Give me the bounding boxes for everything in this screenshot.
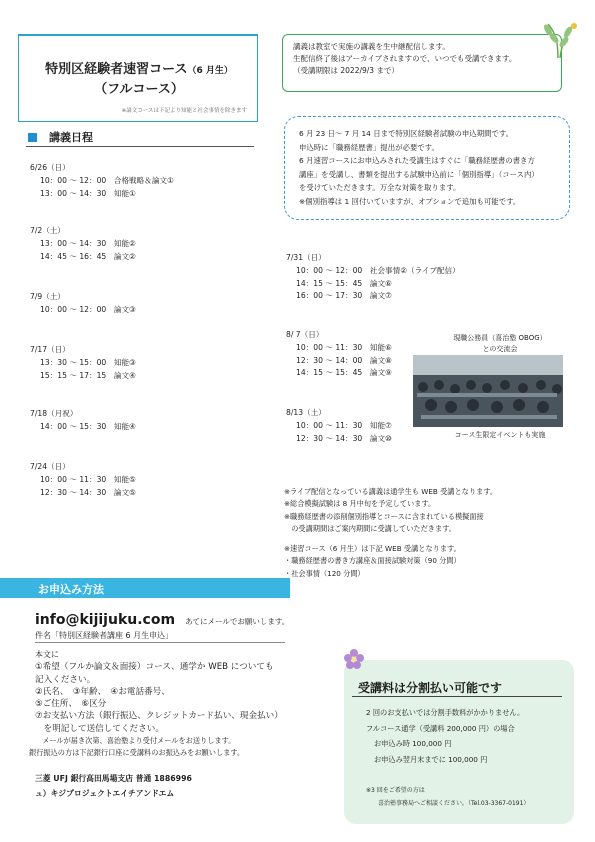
schedule-day — [30, 461, 136, 499]
day-session: 12：30 ～ 14：30 論文⑩ — [296, 433, 392, 443]
day-date: 7/9（土） — [30, 292, 66, 301]
instruction-line: 銀行振込の方は下記銀行口座に受講料のお振込みをお願いします。 — [29, 748, 245, 758]
day-session: 10：00 ～ 11：30 知能⑦ — [296, 420, 392, 430]
schedule-day — [30, 225, 136, 263]
course-title-main: 特別区経験者速習コース — [45, 62, 188, 77]
day-session: 12：30 ～ 14：00 論文⑧ — [296, 355, 392, 365]
day-date: 8/ 7（日） — [286, 330, 324, 339]
day-session: 13：00 ～ 14：30 知能② — [40, 238, 136, 248]
payment-footnote — [366, 784, 566, 810]
payment-details — [366, 705, 566, 767]
photo-caption-top — [430, 333, 570, 355]
notice-line: 申込時に「職務経歴書」提出が必要です。 — [299, 142, 439, 152]
day-session: 14：45 ～ 16：45 論文② — [40, 251, 136, 261]
schedule-day — [30, 344, 136, 382]
day-session: 16：00 ～ 17：30 論文⑦ — [296, 291, 392, 301]
instruction-line: を明記して送信してください。 — [35, 723, 164, 734]
schedule-day — [286, 252, 460, 303]
schedule-heading-text: 講義日程 — [49, 131, 93, 144]
day-date: 7/24（日） — [30, 462, 70, 471]
schedule-day — [30, 408, 136, 434]
schedule-day — [286, 407, 392, 445]
instruction-line: ⑦お支払い方法（銀行振込、クレジットカード払い、現金払い） — [35, 711, 283, 722]
payment-title-underline — [352, 696, 562, 697]
delivery-info-box — [282, 34, 562, 92]
day-session: 10：00 ～ 12：00 合格戦略＆論文① — [40, 175, 174, 185]
note-line: の受講期間はご案内期間に受講していただきます。 — [284, 523, 456, 533]
photo-caption-line: との交流会 — [482, 345, 518, 353]
plant-decoration-icon — [538, 18, 578, 58]
course-title-box — [18, 34, 258, 122]
bank-account: 三菱 UFJ 銀行高田馬場支店 普通 1886996 — [35, 774, 192, 783]
course-subtitle: （フルコース） — [94, 82, 184, 97]
day-session: 10：00 ～ 12：00 論文③ — [40, 304, 136, 314]
note-line: ※ライブ配信となっている講義は通学生も WEB 受講となります。 — [284, 487, 498, 496]
schedule-day — [286, 329, 392, 380]
day-session: 14：00 ～ 15：30 知能④ — [40, 421, 136, 431]
day-date: 7/18（月祝） — [30, 409, 78, 418]
email-body-instructions — [29, 649, 300, 760]
course-title-term: （6 月生） — [187, 66, 233, 76]
instruction-line: メールが届き次第、喜治塾より受付メールをお送りします。 — [35, 736, 236, 746]
course-title — [19, 58, 259, 77]
note-line: ・職務経歴書の書き方講座＆面接試験対策（90 分間） — [284, 556, 461, 566]
day-session: 12：30 ～ 14：30 論文⑤ — [40, 487, 136, 497]
apply-banner-text: お申込み方法 — [38, 583, 104, 596]
payment-title: 受講料は分割払い可能です — [358, 681, 503, 695]
day-session: 14：15 ～ 15：45 論文⑨ — [296, 368, 392, 378]
day-date: 7/31（日） — [286, 253, 326, 262]
info-line: 生配信終了後はアーカイブされますので、いつでも受講できます。 — [293, 54, 517, 63]
payment-line: お申込み翌月末までに 100,000 円 — [374, 754, 488, 764]
day-session: 14：15 ～ 15：45 論文⑥ — [296, 278, 392, 288]
day-date: 7/17（日） — [30, 345, 70, 354]
email-row — [35, 612, 289, 628]
email-link[interactable]: info@kijijuku.com — [35, 612, 176, 628]
apply-banner — [0, 578, 290, 598]
payment-line: 2 回のお支払いでは分割手数料がかかりません。 — [366, 708, 525, 717]
course-note: ※論文コースは下記より知能と社会事情を除きます — [121, 108, 247, 114]
notice-line: を受けていただきます。万全な対策を取ります。 — [299, 183, 461, 193]
email-subject: 件名「特別区経験者講座 6 月生申込」 — [35, 630, 285, 643]
course-notes — [284, 486, 574, 580]
day-date: 7/2（土） — [30, 226, 66, 235]
note-line: ※職務経歴書の添削個別指導とコースに含まれている模擬面接 — [284, 511, 484, 521]
payment-line: フルコース通学（受講料 200,000 円）の場合 — [366, 723, 515, 733]
day-session: 10：00 ～ 11：30 知能⑤ — [40, 474, 136, 484]
notice-line: 6 月速習コースにお申込みされた受講生はすぐに「職務経歴書の書き方 — [299, 156, 535, 166]
day-session: 13：00 ～ 14：30 知能① — [40, 188, 136, 198]
divider — [26, 146, 254, 147]
instruction-line: ⑤ご住所、 ⑥区分 — [35, 699, 107, 710]
instruction-line: ②氏名、 ③年齢、 ④お電話番号、 — [35, 686, 170, 697]
payment-foot-line: ※3 回をご希望の方は — [366, 787, 425, 794]
event-photo — [413, 355, 563, 427]
info-line: 講義は教室で実施の講義を生中継配信します。 — [293, 42, 450, 51]
instruction-line: 記入ください。 — [35, 674, 96, 685]
bank-account-name: ュ）キジプロジェクトエイチアンドエム — [35, 789, 175, 798]
flower-icon — [343, 648, 365, 670]
note-line: ※速習コース（6 月生）は下記 WEB 受講となります。 — [284, 544, 461, 554]
bank-info — [35, 771, 305, 801]
day-session: 10：00 ～ 12：00 社会事情②（ライブ配信） — [296, 265, 460, 275]
schedule-heading — [28, 129, 93, 145]
photo-caption-line: 現職公務員（喜治塾 OBOG） — [453, 334, 547, 342]
schedule-day — [30, 291, 136, 317]
notice-line: 講座」を受講し、書類を提出する試験申込前に「個別指導」（コース内） — [299, 169, 539, 179]
note-line — [284, 535, 574, 543]
info-line: （受講期限は 2022/9/3 まで） — [293, 66, 399, 75]
payment-foot-line: 喜治塾事務局へご相談ください。（Tel.03-3367-0191） — [378, 800, 530, 807]
email-note: あてにメールでお願いします。 — [185, 617, 290, 626]
day-session: 13：30 ～ 15：00 知能③ — [40, 357, 136, 367]
notice-line: 6 月 23 日～ 7 月 14 日まで特別区経験者試験の申込期間です。 — [299, 129, 514, 138]
day-session: 10：00 ～ 11：30 知能⑥ — [296, 342, 392, 352]
instruction-line: ①希望（フルか論文＆面接）コース、通学か WEB についても — [35, 662, 274, 673]
application-period-notice — [284, 116, 570, 220]
instruction-line: 本文に — [35, 650, 59, 659]
notice-line: ※個別指導は 1 回付いていますが、オプションで追加も可能です。 — [299, 196, 521, 206]
day-session: 15：15 ～ 17：15 論文④ — [40, 370, 136, 380]
day-date: 6/26（日） — [30, 163, 70, 172]
note-line: ・社会事情（120 分間） — [284, 568, 365, 578]
schedule-day — [30, 162, 174, 200]
photo-caption-bottom: コース生限定イベントも実施 — [454, 431, 546, 439]
payment-line: お申込み時 100,000 円 — [374, 739, 452, 748]
day-date: 8/13（土） — [286, 408, 326, 417]
square-bullet-icon — [28, 133, 37, 142]
note-line: ※総合模擬試験は 8 月中旬を予定しています。 — [284, 499, 436, 509]
